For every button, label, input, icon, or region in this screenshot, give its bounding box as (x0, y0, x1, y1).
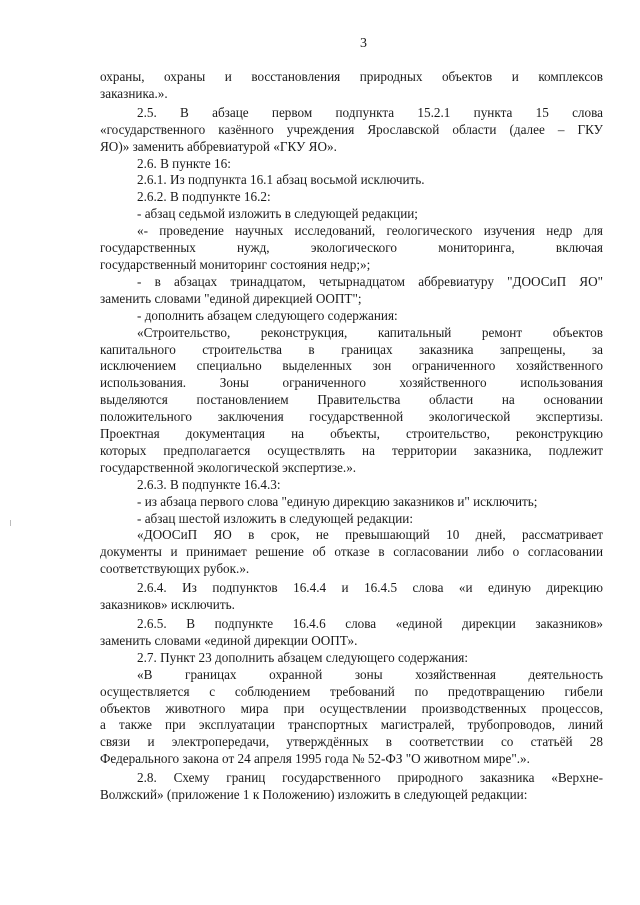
text-line: 2.6.5. В подпункте 16.4.6 слова «единой дирекции заказников» (137, 616, 603, 631)
text-line: документы и принимает решение об отказе в согласовании либо о согласовании (100, 544, 603, 560)
text-line: «Строительство, реконструкция, капитальный ремонт объектов (137, 324, 603, 340)
text-line: Проектная документация на объекты, строительство, реконструкцию (100, 426, 603, 442)
text-line: 2.6.4. Из подпунктов 16.4.4 и 16.4.5 слова «и единую дирекцию (137, 580, 603, 596)
text-line: - дополнить абзацем следующего содержания: (137, 307, 398, 323)
text-line: которых предполагается осуществлять на территории заказника, подлежит (100, 442, 603, 458)
text-line: - в абзацах тринадцатом, четырнадцатом аббревиатуру "ДООСиП ЯО" (137, 273, 603, 289)
text-line: - абзац седьмой изложить в следующей редакции; (137, 206, 418, 222)
text-line: 2.8. Схему границ государственного природного заказника «Верхне- (137, 770, 603, 786)
text-line: Федерального закона от 24 апреля 1995 года № 52-ФЗ "О животном мире".». (100, 751, 530, 767)
text-line: капитального строительства в границах заказника запрещены, за (100, 341, 603, 357)
text-line: государственный мониторинг состояния недр;»; (100, 256, 371, 272)
text-line: государственной экологической экспертизе.». (100, 459, 357, 475)
text-line: «государственного казённого учреждения Ярославской области (далее – ГКУ (100, 121, 603, 137)
text-line: соответствующих рубок.». (100, 561, 250, 577)
text-line: исключением специально выделенных зон ограниченного хозяйственного (100, 358, 603, 374)
text-line: а также при эксплуатации транспортных магистралей, трубопроводов, линий (100, 717, 603, 733)
text-line: 2.6. В пункте 16: (137, 155, 231, 171)
text-line: заменить словами «единой дирекции ООПТ». (100, 632, 358, 648)
text-line: 2.6.1. Из подпункта 16.1 абзац восьмой исключить. (137, 172, 425, 188)
text-line: объектов животного мира при осуществлении производственных процессов, (100, 700, 603, 716)
text-line: «В границах охранной зоны хозяйственная деятельность (137, 666, 603, 682)
text-line: ЯО)» заменить аббревиатурой «ГКУ ЯО». (100, 138, 337, 154)
text-line: осуществляется с соблюдением требований по предотвращению гибели (100, 683, 603, 699)
text-line: - абзац шестой изложить в следующей редакции: (137, 510, 413, 526)
text-line: использования. Зоны ограниченного хозяйственного использования (100, 375, 603, 391)
page-number: 3 (360, 36, 367, 51)
text-line: выделяются постановлением Правительства области на основании (100, 392, 603, 408)
text-line: заказника.». (100, 85, 168, 101)
text-line: заменить словами "единой дирекцией ООПТ"; (100, 290, 362, 306)
text-line: заказников» исключить. (100, 597, 235, 613)
text-line: «- проведение научных исследований, геологического изучения недр для (137, 223, 603, 239)
text-line: государственных нужд, экологического мониторинга, включая (100, 240, 603, 256)
document-body (100, 69, 603, 804)
text-line: Волжский» (приложение 1 к Положению) изложить в следующей редакции: (100, 787, 528, 803)
margin-mark (10, 520, 11, 526)
text-line: - из абзаца первого слова "единую дирекцию заказников и" исключить; (137, 493, 538, 509)
text-line: 2.7. Пункт 23 дополнить абзацем следующего содержания: (137, 649, 469, 665)
text-line: связи и электропередачи, утверждённых в соответствии со статьёй 28 (100, 734, 603, 750)
text-line: положительного заключения государственной экологической экспертизы. (100, 409, 603, 425)
text-line: 2.6.2. В подпункте 16.2: (137, 189, 271, 205)
text-line: «ДООСиП ЯО в срок, не превышающий 10 дней, рассматривает (137, 527, 603, 543)
text-line: 2.5. В абзаце первом подпункта 15.2.1 пункта 15 слова (137, 104, 603, 120)
text-line: 2.6.3. В подпункте 16.4.3: (137, 476, 281, 492)
text-line: охраны, охраны и восстановления природных объектов и комплексов (100, 69, 603, 84)
